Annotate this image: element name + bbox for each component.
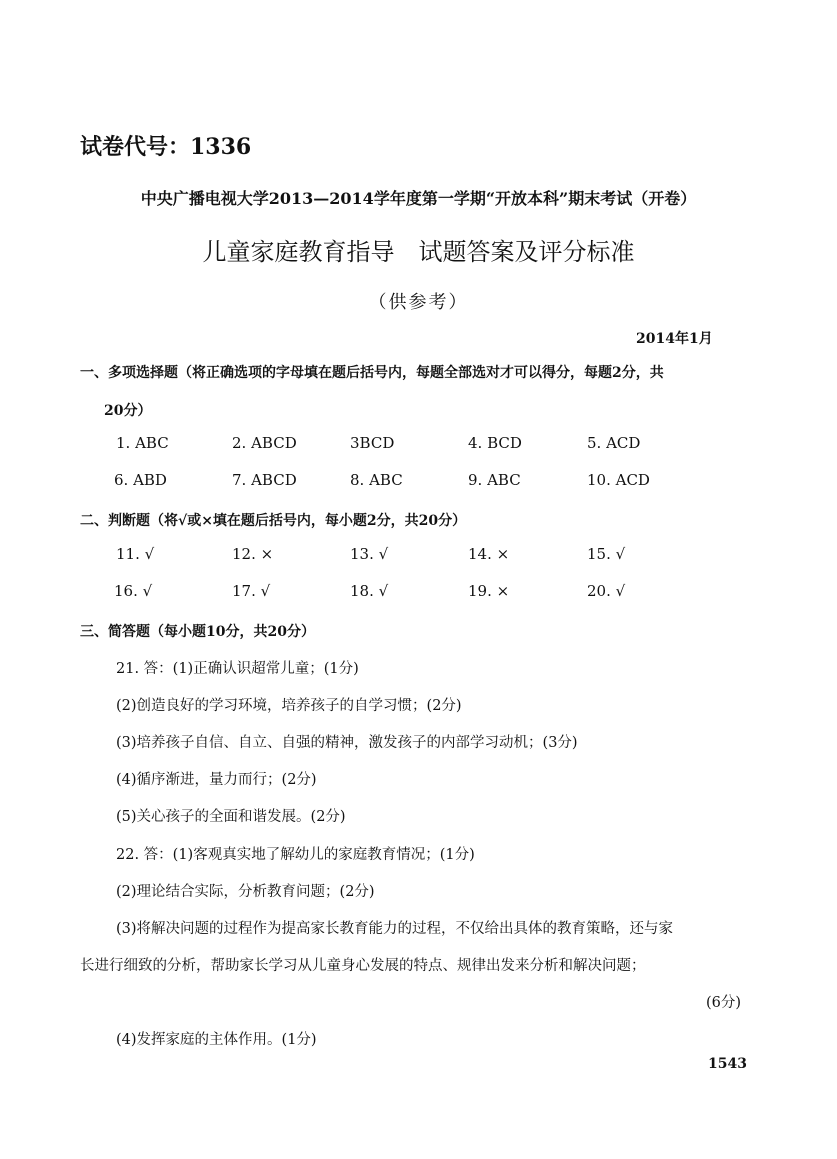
answer-line: (2)创造良好的学习环境，培养孩子的自学习惯；(2分) <box>116 698 462 714</box>
section3-title: 三、简答题（每小题10分，共20分） <box>80 624 315 640</box>
mc-answer: 4. BCD <box>468 434 522 452</box>
mc-row-2 <box>0 471 837 495</box>
tf-answer: 15. √ <box>587 545 626 563</box>
paper-code: 试卷代号：1336 <box>80 134 252 160</box>
main-title: 儿童家庭教育指导 试题答案及评分标准 <box>202 238 635 266</box>
tf-answer: 12. × <box>232 545 274 563</box>
tf-row-1 <box>0 545 837 569</box>
tf-answer: 14. × <box>468 545 510 563</box>
exam-date: 2014年1月 <box>636 331 713 347</box>
mc-answer: 3BCD <box>350 434 395 452</box>
page-number: 1543 <box>708 1056 747 1072</box>
tf-answer: 19. × <box>468 582 510 600</box>
answer-line: 21. 答：(1)正确认识超常儿童；(1分) <box>116 661 359 677</box>
answer-line: (2)理论结合实际，分析教育问题；(2分) <box>116 884 375 900</box>
answer-line: (4)发挥家庭的主体作用。(1分) <box>116 1032 317 1048</box>
tf-answer: 13. √ <box>350 545 389 563</box>
section2-title: 二、判断题（将√或×填在题后括号内，每小题2分，共20分） <box>80 513 467 529</box>
answer-line: (5)关心孩子的全面和谐发展。(2分) <box>116 809 346 825</box>
answer-line: (3)将解决问题的过程作为提高家长教育能力的过程，不仅给出具体的教育策略，还与家 <box>116 921 674 937</box>
tf-answer: 17. √ <box>232 582 271 600</box>
mc-row-1 <box>0 434 837 458</box>
mc-answer: 1. ABC <box>116 434 169 452</box>
tf-row-2 <box>0 582 837 606</box>
tf-answer: 11. √ <box>116 545 155 563</box>
answer-line: 22. 答：(1)客观真实地了解幼儿的家庭教育情况；(1分) <box>116 847 475 863</box>
tf-answer: 18. √ <box>350 582 389 600</box>
section1-title-cont: 20分） <box>104 403 152 419</box>
mc-answer: 6. ABD <box>114 471 167 489</box>
mc-answer: 9. ABC <box>468 471 521 489</box>
reference-note: （供参考） <box>368 292 469 313</box>
mc-answer: 7. ABCD <box>232 471 297 489</box>
answer-line: (4)循序渐进，量力而行；(2分) <box>116 772 317 788</box>
answer-line: 长进行细致的分析，帮助家长学习从儿童身心发展的特点、规律出发来分析和解决问题； <box>80 958 646 974</box>
mc-answer: 2. ABCD <box>232 434 297 452</box>
tf-answer: 16. √ <box>114 582 153 600</box>
section1-title: 一、多项选择题（将正确选项的字母填在题后括号内，每题全部选对才可以得分，每题2分，共 <box>80 365 664 381</box>
mc-answer: 10. ACD <box>587 471 650 489</box>
tf-answer: 20. √ <box>587 582 626 600</box>
answer-line: (6分) <box>706 995 742 1011</box>
exam-title: 中央广播电视大学2013—2014学年度第一学期“开放本科”期末考试（开卷） <box>140 189 697 208</box>
mc-answer: 8. ABC <box>350 471 403 489</box>
mc-answer: 5. ACD <box>587 434 641 452</box>
answer-line: (3)培养孩子自信、自立、自强的精神，激发孩子的内部学习动机；(3分) <box>116 735 578 751</box>
